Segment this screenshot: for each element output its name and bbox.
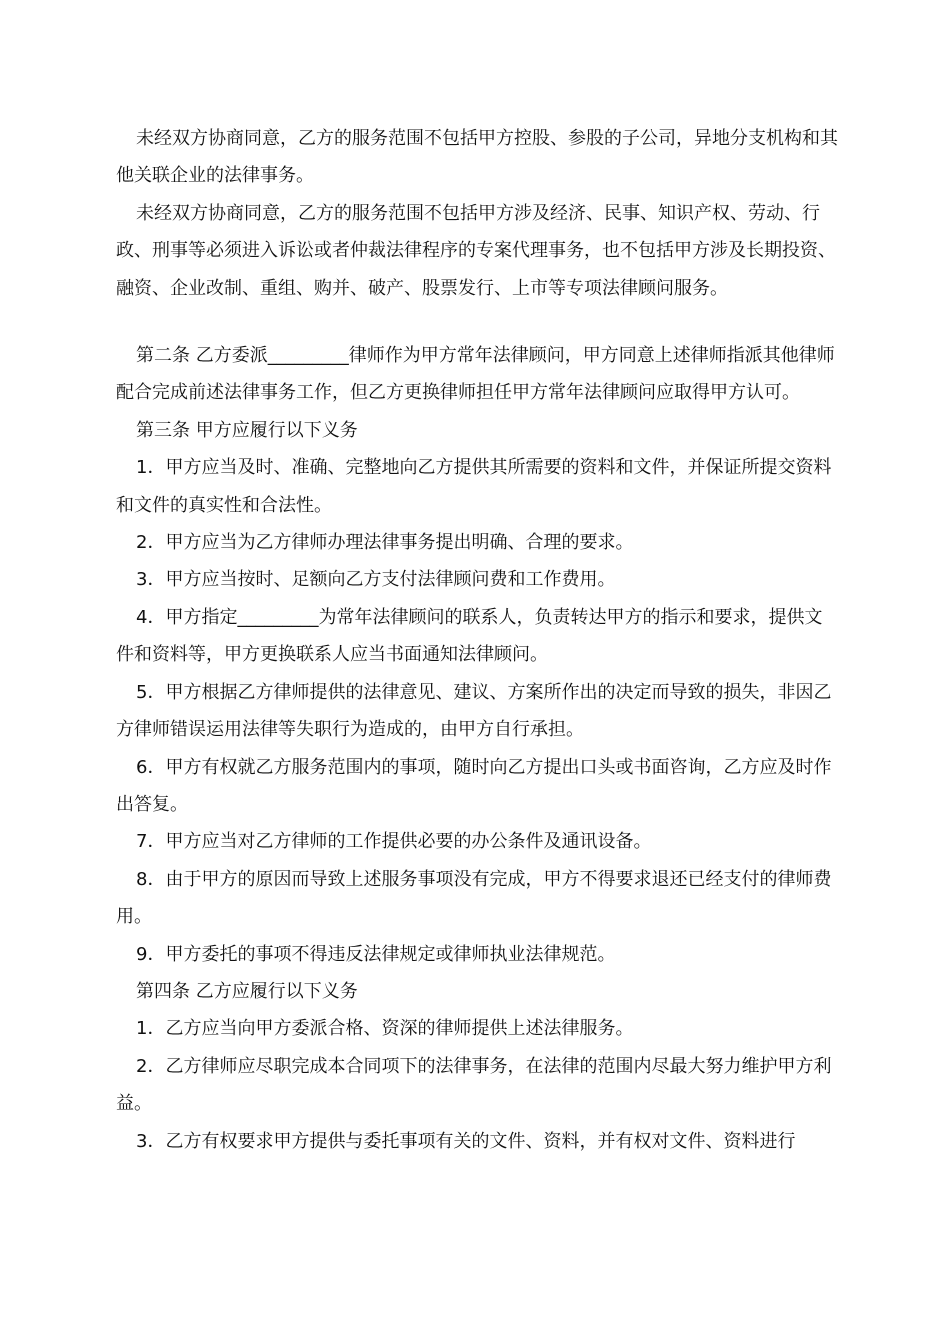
article-3-item-8: 8．由于甲方的原因而导致上述服务事项没有完成，甲方不得要求退还已经支付的律师费用。: [116, 868, 832, 928]
article-2: 第二条 乙方委派_________律师作为甲方常年法律顾问，甲方同意上述律师指派其他律师配合完成前述法律事务工作，但乙方更换律师担任甲方常年法律顾问应取得甲方认可。: [116, 345, 835, 404]
article-3-item-1: 1．甲方应当及时、准确、完整地向乙方提供其所需要的资料和文件，并保证所提交资料和文件的真实性和合法性。: [116, 457, 832, 516]
section-spacer: [116, 307, 838, 337]
article-4-item-1: 1．乙方应当向甲方委派合格、资深的律师提供上述法律服务。: [136, 1018, 634, 1040]
article-3-item-7: 7．甲方应当对乙方律师的工作提供必要的办公条件及通讯设备。: [136, 831, 652, 853]
article-4-item-2: 2．乙方律师应尽职完成本合同项下的法律事务，在法律的范围内尽最大努力维护甲方利益。: [116, 1055, 832, 1115]
article-3-item-6: 6．甲方有权就乙方服务范围内的事项，随时向乙方提出口头或书面咨询，乙方应及时作出答复。: [116, 756, 832, 815]
paragraph-scope-exclusion-litigation: 未经双方协商同意，乙方的服务范围不包括甲方涉及经济、民事、知识产权、劳动、行政、刑事等必须进入诉讼或者仲裁法律程序的专案代理事务，也不包括甲方涉及长期投资、融资、企业改制、重组、购并、破产、股票发行、上市等专项法律顾问服务。: [116, 202, 836, 299]
article-3-heading: 第三条 甲方应履行以下义务: [136, 419, 358, 441]
article-3-item-2: 2．甲方应当为乙方律师办理法律事务提出明确、合理的要求。: [136, 532, 634, 554]
paragraph-scope-exclusion-subsidiaries: 未经双方协商同意，乙方的服务范围不包括甲方控股、参股的子公司，异地分支机构和其他关联企业的法律事务。: [116, 128, 838, 187]
article-3-item-3: 3．甲方应当按时、足额向乙方支付法律顾问费和工作费用。: [136, 569, 616, 591]
article-4-heading: 第四条 乙方应履行以下义务: [136, 980, 358, 1002]
article-3-item-4: 4．甲方指定_________为常年法律顾问的联系人，负责转达甲方的指示和要求，提供文件和资料等，甲方更换联系人应当书面通知法律顾问。: [116, 606, 823, 666]
document-body: [116, 120, 838, 1160]
article-4-item-3: 3．乙方有权要求甲方提供与委托事项有关的文件、资料，并有权对文件、资料进行: [136, 1130, 796, 1152]
article-3-item-5: 5．甲方根据乙方律师提供的法律意见、建议、方案所作出的决定而导致的损失，非因乙方律师错误运用法律等失职行为造成的，由甲方自行承担。: [116, 681, 832, 741]
article-3-item-9: 9．甲方委托的事项不得违反法律规定或律师执业法律规范。: [136, 943, 616, 965]
